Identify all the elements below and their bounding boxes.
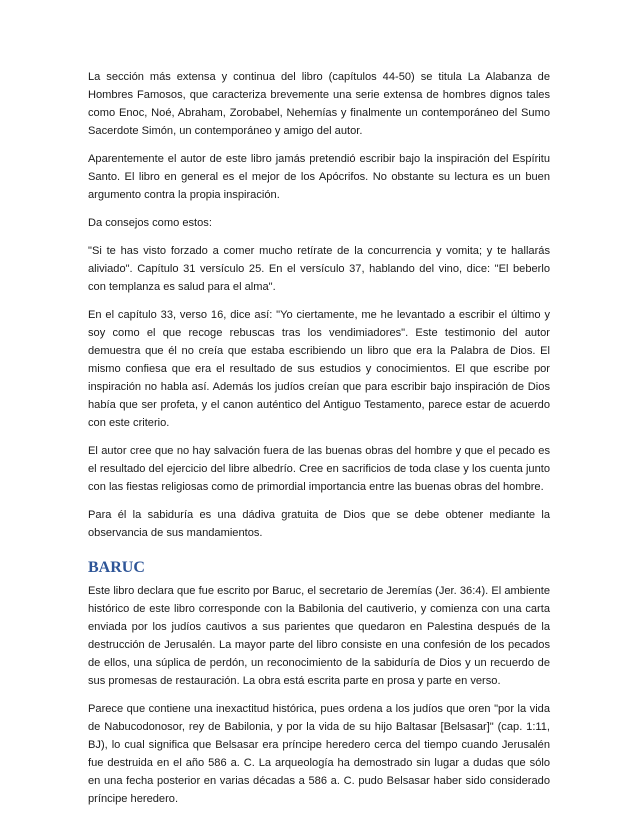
paragraph-capitulo-33: En el capítulo 33, verso 16, dice así: "Yo ciertamente, me he levantado a escribir el último y soy como el que recoge rebuscas tras los vendimiadores". Este testimonio del autor demuestra que él no creía que estaba escribiendo un libro que era la Palabra de Dios. El mismo confiesa que era el resultado de sus estudios y conocimientos. El que escribe por inspiración no habla así. Además los judíos creían que para escribir bajo inspiración de Dios había que ser profeta, y el canon auténtico del Antiguo Testamento, parece estar de acuerdo con este criterio. [88, 309, 550, 429]
paragraph-inspiracion: Aparentemente el autor de este libro jamás pretendió escribir bajo la inspiración del Espíritu Santo. El libro en general es el mejor de los Apócrifos. No obstante su lectura es un buen argumento contra la propia inspiración. [88, 153, 550, 201]
paragraph-alabanza: La sección más extensa y continua del libro (capítulos 44-50) se titula La Alabanza de Hombres Famosos, que caracteriza brevemente una serie extensa de hombres dignos tales como Enoc, Noé, Abraham, Zorobabel, Nehemías y finalmente un contemporáneo del Sumo Sacerdote Simón, un contemporáneo y amigo del autor. [88, 71, 550, 137]
paragraph-baruc-intro: Este libro declara que fue escrito por Baruc, el secretario de Jeremías (Jer. 36:4). El ambiente histórico de este libro corresponde con la Babilonia del cautiverio, y comienza con una carta enviada por los judíos cautivos a sus parientes que quedaron en Palestina después de la destrucción de Jerusalén. La mayor parte del libro consiste en una confesión de los pecados de ellos, una súplica de perdón, un reconocimiento de la sabiduría de Dios y un recuerdo de sus promesas de restauración. La obra está escrita parte en prosa y parte en verso. [88, 585, 550, 687]
paragraph-baruc-inexactitud: Parece que contiene una inexactitud histórica, pues ordena a los judíos que oren "por la vida de Nabucodonosor, rey de Babilonia, y por la vida de su hijo Baltasar [Belsasar]" (cap. 1:11, BJ), lo cual significa que Belsasar era príncipe heredero cerca del tiempo cuando Jerusalén fue destruida en el año 586 a. C. La arqueología ha demostrado sin lugar a dudas que sólo en una fecha posterior en varias décadas a 586 a. C. pudo Belsasar haber sido considerado príncipe heredero. [88, 703, 550, 805]
paragraph-salvacion: El autor cree que no hay salvación fuera de las buenas obras del hombre y que el pecado es el resultado del ejercicio del libre albedrío. Cree en sacrificios de toda clase y los cuenta junto con las fiestas religiosas como de primordial importancia entre las buenas obras del hombre. [88, 445, 550, 493]
paragraph-consejos-cita: "Si te has visto forzado a comer mucho retírate de la concurrencia y vomita; y te hallarás aliviado". Capítulo 31 versículo 25. En el versículo 37, hablando del vino, dice: "El beberlo con templanza es salud para el alma". [88, 245, 550, 293]
document-page [88, 68, 550, 818]
paragraph-consejos-intro: Da consejos como estos: [88, 217, 212, 229]
paragraph-sabiduria: Para él la sabiduría es una dádiva gratuita de Dios que se debe obtener mediante la observancia de sus mandamientos. [88, 509, 550, 539]
section-heading-baruc: BARUC [88, 559, 145, 576]
